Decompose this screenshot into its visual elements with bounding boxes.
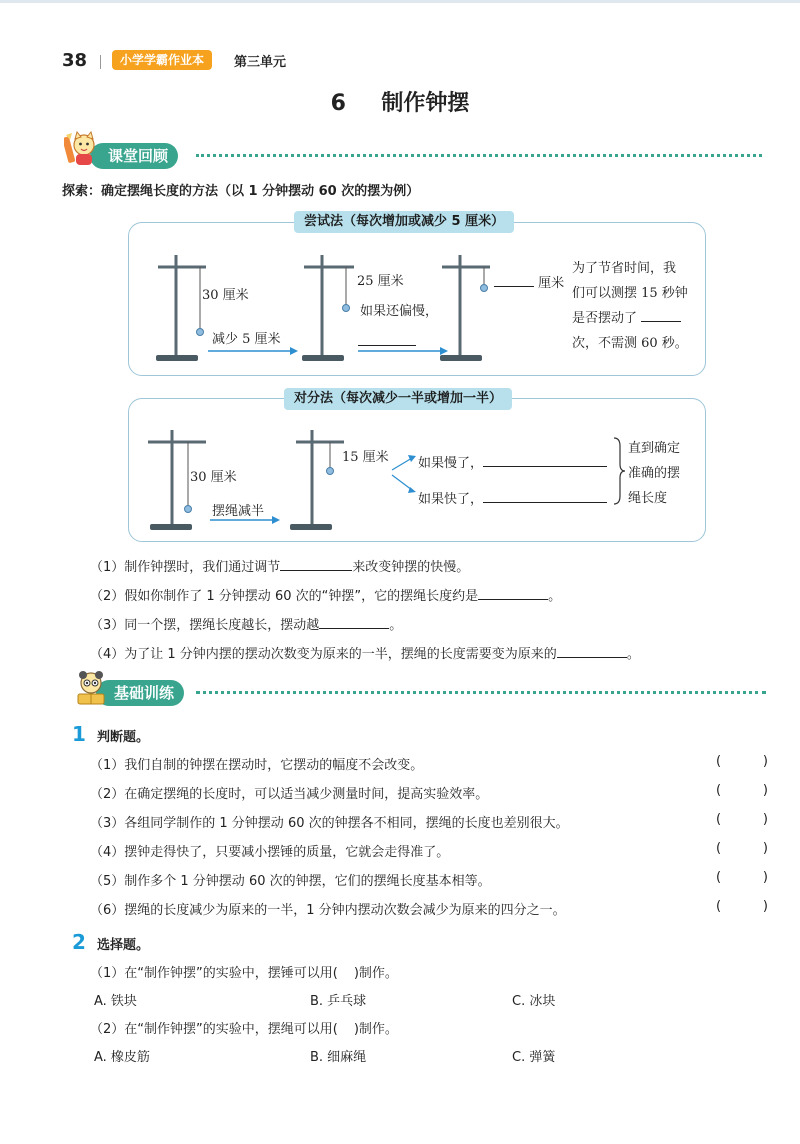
trial-note-2: 如果还偏慢， xyxy=(360,304,439,319)
judge-item-1: （1）我们自制的钟摆在摆动时，它摆动的幅度不会改变。 xyxy=(90,758,424,773)
choice-2-option-a[interactable]: A. 橡皮筋 xyxy=(94,1050,150,1065)
judge-answer-3[interactable]: ( ) xyxy=(716,812,768,827)
judge-item-5: （5）制作多个 1 分钟摆动 60 次的钟摆，它们的摆绳长度基本相等。 xyxy=(90,874,491,889)
judge-item-2: （2）在确定摆绳的长度时，可以适当减少测量时间，提高实验效率。 xyxy=(90,787,489,802)
choice-1-option-c[interactable]: C. 冰块 xyxy=(512,994,556,1009)
judge-answer-1[interactable]: ( ) xyxy=(716,754,768,769)
top-rule xyxy=(0,0,800,3)
halving-fast-blank[interactable] xyxy=(483,491,607,503)
trial-tip-line: 们可以测摆 15 秒钟 xyxy=(572,286,688,301)
trial-tip-line: 次，不需测 60 秒。 xyxy=(572,336,688,351)
choice-2-option-c[interactable]: C. 弹簧 xyxy=(512,1050,556,1065)
choice-2-option-b[interactable]: B. 细麻绳 xyxy=(310,1050,367,1065)
trial-method-tag: 尝试法（每次增加或减少 5 厘米） xyxy=(294,211,514,233)
halving-branch-slow: 如果慢了， xyxy=(418,452,607,471)
q2-title: 选择题。 xyxy=(97,938,150,953)
review-question-4: （4）为了让 1 分钟内摆的摆动次数变为原来的一半，摆绳的长度需要变为原来的 。 xyxy=(90,647,640,662)
trial-blank-2[interactable] xyxy=(494,275,534,287)
choice-item-1-stem: （1）在“制作钟摆”的实验中，摆锤可以用( )制作。 xyxy=(90,966,398,981)
lesson-title xyxy=(0,86,800,117)
trial-tip-line: 为了节省时间，我 xyxy=(572,261,677,276)
trial-length-2: 25 厘米 xyxy=(357,274,404,289)
judge-answer-2[interactable]: ( ) xyxy=(716,783,768,798)
section-practice-dots xyxy=(196,691,766,694)
halving-method-tag: 对分法（每次减少一半或增加一半） xyxy=(284,388,512,410)
pendulum-bob-1 xyxy=(197,329,204,336)
halving-conclusion xyxy=(628,436,680,511)
answer-blank[interactable] xyxy=(280,559,352,571)
right-brace-icon xyxy=(612,436,626,506)
answer-blank[interactable] xyxy=(557,646,627,658)
review-question-1: （1）制作钟摆时，我们通过调节 来改变钟摆的快慢。 xyxy=(90,560,470,575)
judge-item-4: （4）摆钟走得快了，只要减小摆锤的质量，它就会走得准了。 xyxy=(90,845,450,860)
lesson-name: 制作钟摆 xyxy=(381,91,470,116)
judge-item-3: （3）各组同学制作的 1 分钟摆动 60 次的钟摆各不相同，摆绳的长度也差别很大。 xyxy=(90,816,569,831)
section-review-title: 课堂回顾 xyxy=(90,143,178,169)
trial-tip xyxy=(572,256,688,356)
explore-heading: 探索：确定摆绳长度的方法（以 1 分钟摆动 60 次的摆为例） xyxy=(62,184,420,199)
section-practice-title: 基础训练 xyxy=(96,680,184,706)
judge-answer-6[interactable]: ( ) xyxy=(716,899,768,914)
halving-arrow-label: 摆绳减半 xyxy=(212,504,265,519)
answer-blank[interactable] xyxy=(478,588,548,600)
review-question-2: （2）假如你制作了 1 分钟摆动 60 次的“钟摆”，它的摆绳长度约是 。 xyxy=(90,589,562,604)
halving-bob-2 xyxy=(327,468,334,475)
q1-heading xyxy=(72,722,149,746)
halving-length-1: 30 厘米 xyxy=(190,470,237,485)
header-divider xyxy=(100,55,101,69)
choice-1-option-b[interactable]: B. 乒乓球 xyxy=(310,994,367,1009)
answer-blank[interactable] xyxy=(319,617,389,629)
trial-tip-blank[interactable] xyxy=(641,310,681,322)
q1-number: 1 xyxy=(72,722,86,746)
trial-length-3-row xyxy=(494,272,564,291)
q1-title: 判断题。 xyxy=(97,730,150,745)
q2-heading xyxy=(72,930,149,954)
trial-length-3-unit: 厘米 xyxy=(538,276,565,291)
section-review-dots xyxy=(196,154,762,157)
trial-arrow-1-label: 减少 5 厘米 xyxy=(212,332,281,347)
series-badge: 小学学霸作业本 xyxy=(112,50,212,70)
reading-mascot-icon xyxy=(74,670,108,706)
judge-item-6: （6）摆绳的长度减少为原来的一半，1 分钟内摆动次数会减少为原来的四分之一。 xyxy=(90,903,566,918)
lesson-number: 6 xyxy=(330,91,346,116)
halving-length-2: 15 厘米 xyxy=(342,450,389,465)
choice-item-2-stem: （2）在“制作钟摆”的实验中，摆绳可以用( )制作。 xyxy=(90,1022,398,1037)
halving-slow-blank[interactable] xyxy=(483,455,607,467)
halving-branch-fast: 如果快了， xyxy=(418,488,607,507)
pendulum-bob-2 xyxy=(343,305,350,312)
trial-length-1: 30 厘米 xyxy=(202,288,249,303)
halving-conclusion-line: 绳长度 xyxy=(628,491,668,506)
cat-mascot-icon xyxy=(64,131,98,167)
page-number: 38 xyxy=(62,50,88,71)
q2-number: 2 xyxy=(72,930,86,954)
review-question-3: （3）同一个摆，摆绳长度越长，摆动越 。 xyxy=(90,618,403,633)
judge-answer-4[interactable]: ( ) xyxy=(716,841,768,856)
halving-conclusion-line: 直到确定 xyxy=(628,441,681,456)
trial-blank-1[interactable] xyxy=(358,334,416,346)
judge-answer-5[interactable]: ( ) xyxy=(716,870,768,885)
choice-1-option-a[interactable]: A. 铁块 xyxy=(94,994,137,1009)
pendulum-bob-3 xyxy=(481,285,488,292)
halving-bob-1 xyxy=(185,506,192,513)
trial-tip-line: 是否摆动了 xyxy=(572,306,688,331)
unit-label: 第三单元 xyxy=(234,55,287,70)
halving-conclusion-line: 准确的摆 xyxy=(628,466,681,481)
